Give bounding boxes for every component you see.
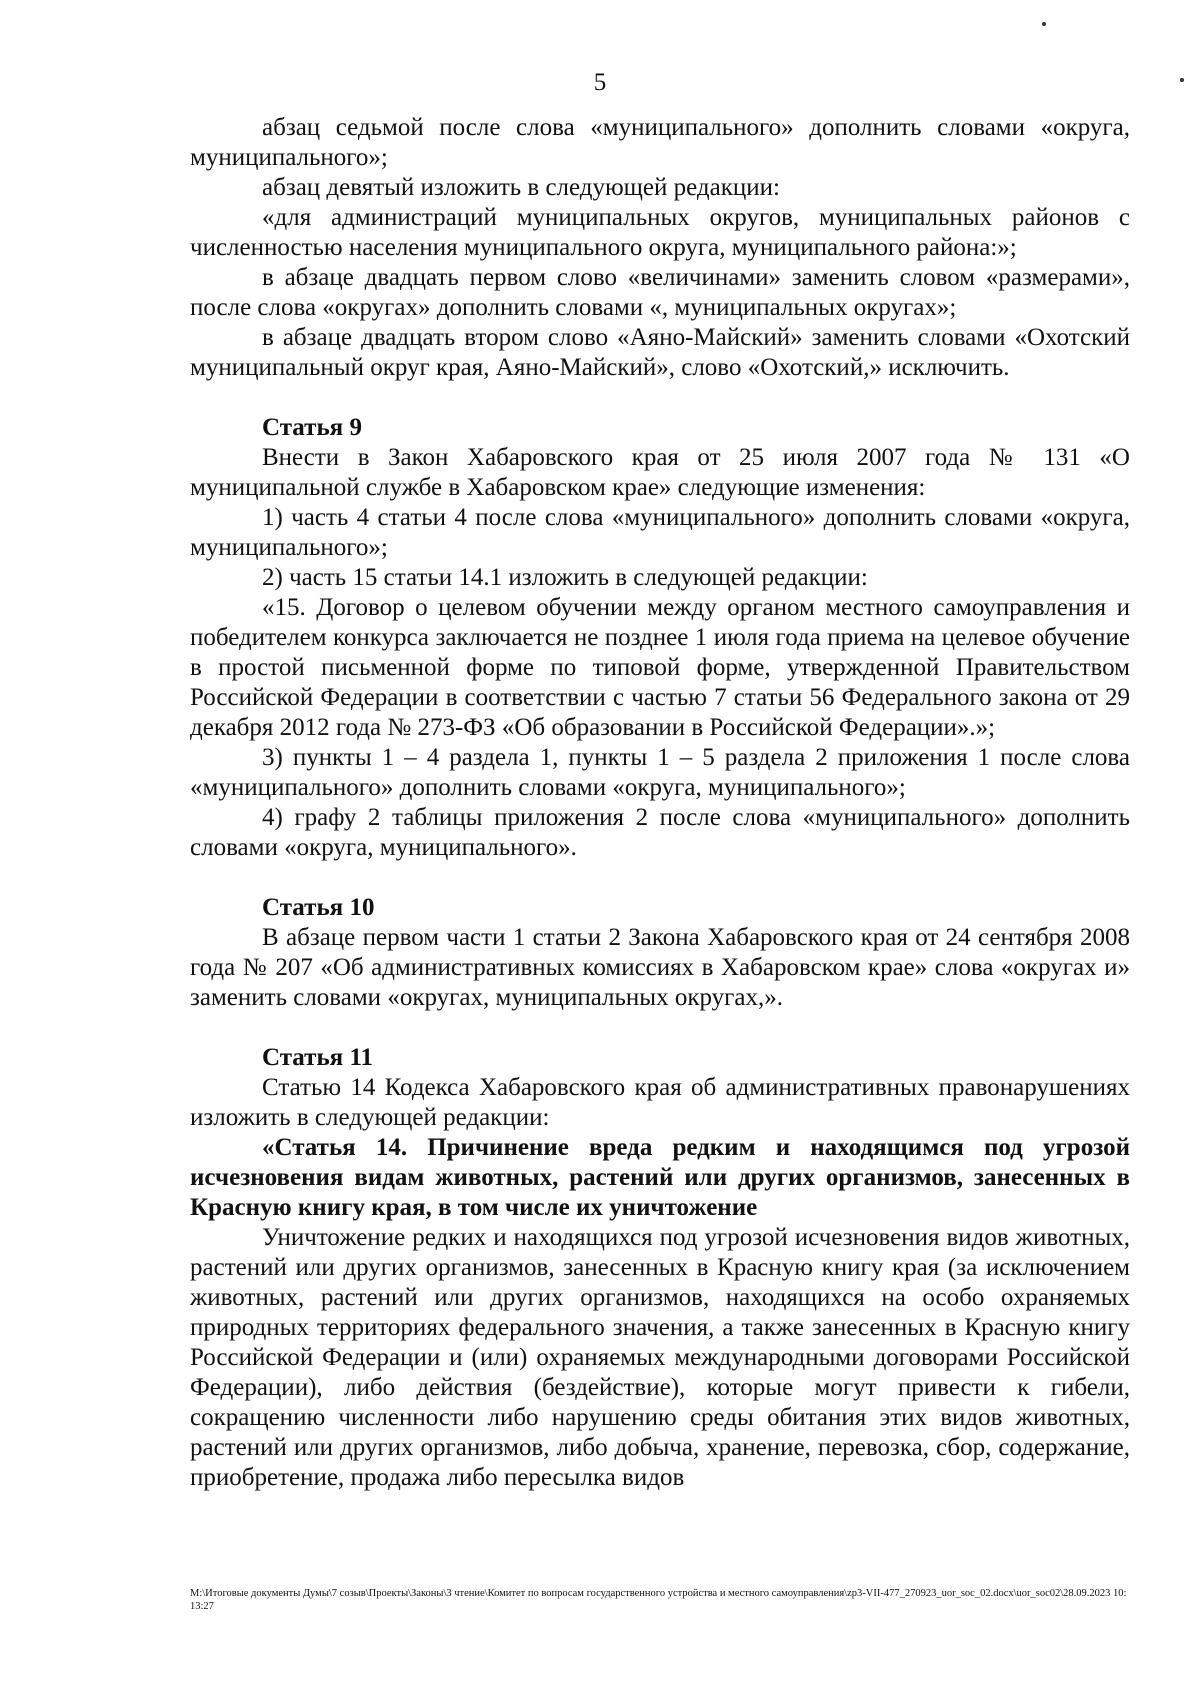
paragraph: 4) графу 2 таблицы приложения 2 после слова «муниципального» дополнить словами «округа, муниципального». bbox=[190, 804, 1130, 861]
paragraph: Статью 14 Кодекса Хабаровского края об административных правонарушениях изложить в следующей редакции: bbox=[190, 1074, 1130, 1131]
article-11 bbox=[190, 1043, 1130, 1493]
paragraph: Уничтожение редких и находящихся под угрозой исчезновения видов животных, растений или других организмов, занесенных в Красную книгу края (за исключением животных, растений или других организмов, находящихся на особо охраняемых природных территориях федерального значения, а также занесенных в Красную книгу Российской Федерации и (или) охраняемых международными договорами Российской Федерации), либо действия (бездействие), которые могут привести к гибели, сокращению численности либо нарушению среды обитания этих видов животных, растений или других организмов, либо добыча, хранение, перевозка, сбор, содержание, приобретение, продажа либо пересылка видов bbox=[190, 1224, 1130, 1491]
article-heading: Статья 9 bbox=[262, 414, 362, 441]
paragraph: абзац седьмой после слова «муниципального» дополнить словами «округа, муниципального»; bbox=[190, 114, 1130, 171]
article-9 bbox=[190, 413, 1130, 863]
paragraph: В абзаце первом части 1 статьи 2 Закона Хабаровского края от 24 сентября 2008 года № 207 «Об административных комиссиях в Хабаровском крае» слова «округах и» заменить словами «округах, муниципальных округах,». bbox=[190, 924, 1130, 1011]
paragraph: абзац девятый изложить в следующей редакции: bbox=[262, 174, 780, 201]
paragraph: 1) часть 4 статьи 4 после слова «муниципального» дополнить словами «округа, муниципального»; bbox=[190, 504, 1130, 561]
scan-speck bbox=[1180, 78, 1184, 82]
quoted-article-heading: «Статья 14. Причинение вреда редким и находящимся под угрозой исчезновения видам животных, растений или других организмов, занесенных в Красную книгу края, в том числе их уничтожение bbox=[190, 1134, 1130, 1221]
document-body bbox=[190, 113, 1130, 1493]
paragraph: Внести в Закон Хабаровского края от 25 июля 2007 года № 131 «О муниципальной службе в Хабаровском крае» следующие изменения: bbox=[190, 444, 1130, 501]
file-path-footer: M:\Итоговые документы Думы\7 созыв\Проекты\Законы\3 чтение\Комитет по вопросам государственного устройства и местного самоуправления\zp3-VII-477_270923_uor_soc_02.docx\uor_soc02\28.09.2023 10:13:27 bbox=[190, 1588, 1127, 1612]
page-number: 5 bbox=[593, 69, 607, 96]
paragraph: 2) часть 15 статьи 14.1 изложить в следующей редакции: bbox=[262, 564, 868, 591]
paragraph: «для администраций муниципальных округов, муниципальных районов с численностью населения муниципального округа, муниципального района:»; bbox=[190, 204, 1130, 261]
spacer bbox=[190, 1013, 1130, 1043]
spacer bbox=[190, 383, 1130, 413]
article-heading: Статья 11 bbox=[262, 1044, 374, 1071]
paragraph: «15. Договор о целевом обучении между органом местного самоуправления и победителем конкурса заключается не позднее 1 июля года приема на целевое обучение в простой письменной форме по типовой форме, утвержденной Правительством Российской Федерации в соответствии с частью 7 статьи 56 Федерального закона от 29 декабря 2012 года № 273-ФЗ «Об образовании в Российской Федерации».»; bbox=[190, 594, 1130, 741]
paragraph: 3) пункты 1 – 4 раздела 1, пункты 1 – 5 раздела 2 приложения 1 после слова «муниципального» дополнить словами «округа, муниципального»; bbox=[190, 744, 1130, 801]
paragraph: в абзаце двадцать втором слово «Аяно-Майский» заменить словами «Охотский муниципальный округ края, Аяно-Майский», слово «Охотский,» исключить. bbox=[190, 324, 1130, 381]
article-heading: Статья 10 bbox=[262, 894, 375, 921]
article-10 bbox=[190, 893, 1130, 1013]
spacer bbox=[190, 863, 1130, 893]
scan-speck bbox=[1042, 22, 1046, 26]
paragraph: в абзаце двадцать первом слово «величинами» заменить словом «размерами», после слова «округах» дополнить словами «, муниципальных округах»; bbox=[190, 264, 1130, 321]
